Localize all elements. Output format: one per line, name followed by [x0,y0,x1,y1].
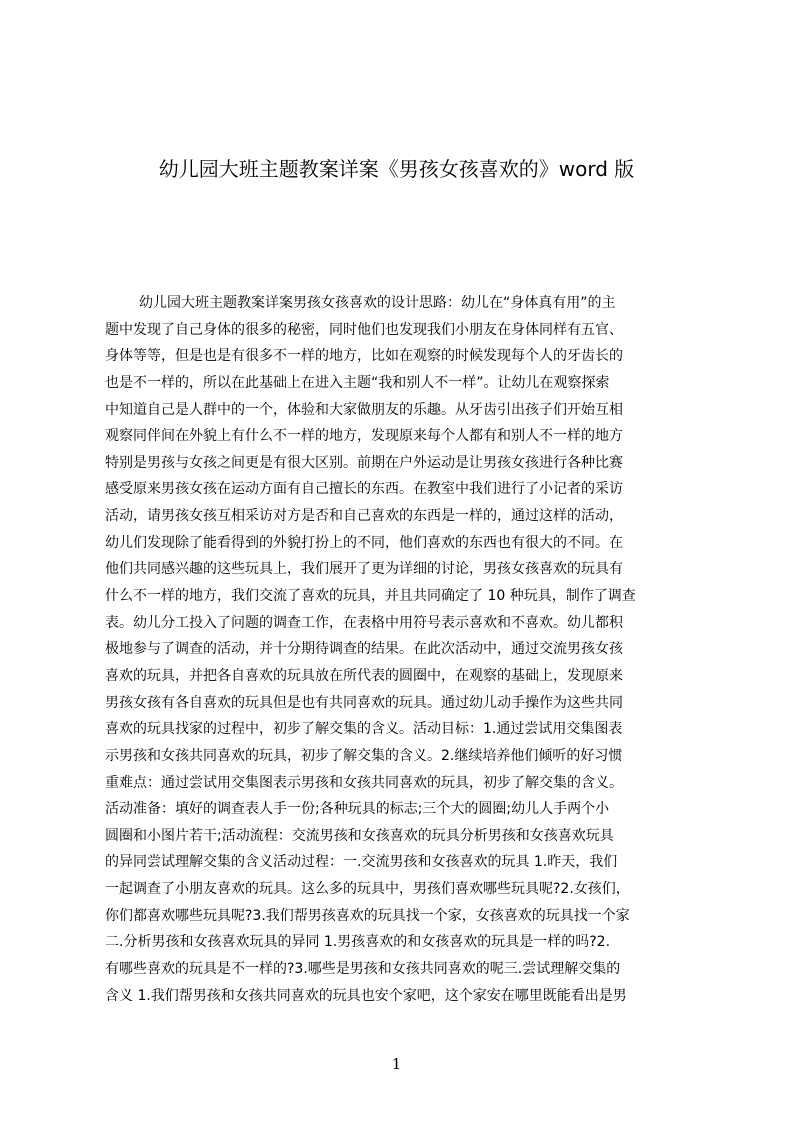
body-text-line: 他们共同感兴趣的这些玩具上，我们展开了更为详细的讨论，男孩女孩喜欢的玩具有 [105,561,623,578]
body-text-line: 的异同尝试理解交集的含义活动过程：一.交流男孩和女孩喜欢的玩具 1.昨天，我们 [105,854,618,871]
body-text-line: 圆圈和小图片若干;活动流程：交流男孩和女孩喜欢的玩具分析男孩和女孩喜欢玩具 [105,827,614,844]
body-text-line: 活动准备：填好的调查表人手一份;各种玩具的标志;三个大的圆圈;幼儿人手两个小 [105,801,610,818]
body-text-line: 有哪些喜欢的玩具是不一样的?3.哪些是男孩和女孩共同喜欢的呢三.尝试理解交集的 [105,961,621,978]
body-text-line: 身体等等，但是也是有很多不一样的地方，比如在观察的时候发现每个人的牙齿长的 [105,348,623,365]
body-text-line: 二.分析男孩和女孩喜欢玩具的异同 1.男孩喜欢的和女孩喜欢的玩具是一样的吗?2. [105,934,611,951]
body-text-line: 喜欢的玩具，并把各自喜欢的玩具放在所代表的圆圈中，在观察的基础上，发现原来 [105,667,623,684]
body-text-line: 喜欢的玩具找家的过程中，初步了解交集的含义。活动目标：1.通过尝试用交集图表 [105,721,623,738]
body-text-line: 男孩女孩有各自喜欢的玩具但是也有共同喜欢的玩具。通过幼儿动手操作为这些共同 [105,694,623,711]
body-text-line: 题中发现了自己身体的很多的秘密，同时他们也发现我们小朋友在身体同样有五官、 [105,321,623,338]
body-text-line: 感受原来男孩女孩在运动方面有自己擅长的东西。在教室中我们进行了小记者的采访 [105,481,623,498]
body-text-line: 活动，请男孩女孩互相采访对方是否和自己喜欢的东西是一样的，通过这样的活动， [105,508,623,525]
body-text [105,290,698,1009]
body-text-line: 含义 1.我们帮男孩和女孩共同喜欢的玩具也安个家吧，这个家安在哪里既能看出是男 [105,987,627,1004]
body-text-line: 也是不一样的，所以在此基础上在进入主题“我和别人不一样”。让幼儿在观察探索 [105,374,610,391]
body-text-line: 幼儿们发现除了能看得到的外貌打扮上的不同，他们喜欢的东西也有很大的不同。在 [105,534,623,551]
body-text-line: 中知道自己是人群中的一个，体验和大家做朋友的乐趣。从牙齿引出孩子们开始互相 [105,401,623,418]
body-text-line: 你们都喜欢哪些玩具呢?3.我们帮男孩喜欢的玩具找一个家，女孩喜欢的玩具找一个家 [105,907,630,924]
body-text-line: 什么不一样的地方，我们交流了喜欢的玩具，并且共同确定了 10 种玩具，制作了调查 [105,588,636,605]
body-text-line: 幼儿园大班主题教案详案男孩女孩喜欢的设计思路：幼儿在“身体真有用”的主 [139,295,616,311]
body-text-line: 极地参与了调查的活动，并十分期待调查的结果。在此次活动中，通过交流男孩女孩 [105,641,623,658]
body-text-line: 特别是男孩与女孩之间更是有很大区别。前期在户外运动是让男孩女孩进行各种比赛 [105,454,623,471]
body-text-line: 一起调查了小朋友喜欢的玩具。这么多的玩具中，男孩们喜欢哪些玩具呢?2.女孩们， [105,881,630,898]
body-text-line: 重难点：通过尝试用交集图表示男孩和女孩共同喜欢的玩具，初步了解交集的含义。 [105,774,623,791]
page-number: 1 [391,1055,402,1073]
body-text-line: 观察同伴间在外貌上有什么不一样的地方，发现原来每个人都有和别人不一样的地方 [105,428,623,445]
document-title: 幼儿园大班主题教案详案《男孩女孩喜欢的》word 版 [158,157,635,182]
body-text-line: 表。幼儿分工投入了问题的调查工作，在表格中用符号表示喜欢和不喜欢。幼儿都积 [105,614,623,631]
body-text-line: 示男孩和女孩共同喜欢的玩具，初步了解交集的含义。2.继续培养他们倾听的好习惯 [105,747,623,764]
